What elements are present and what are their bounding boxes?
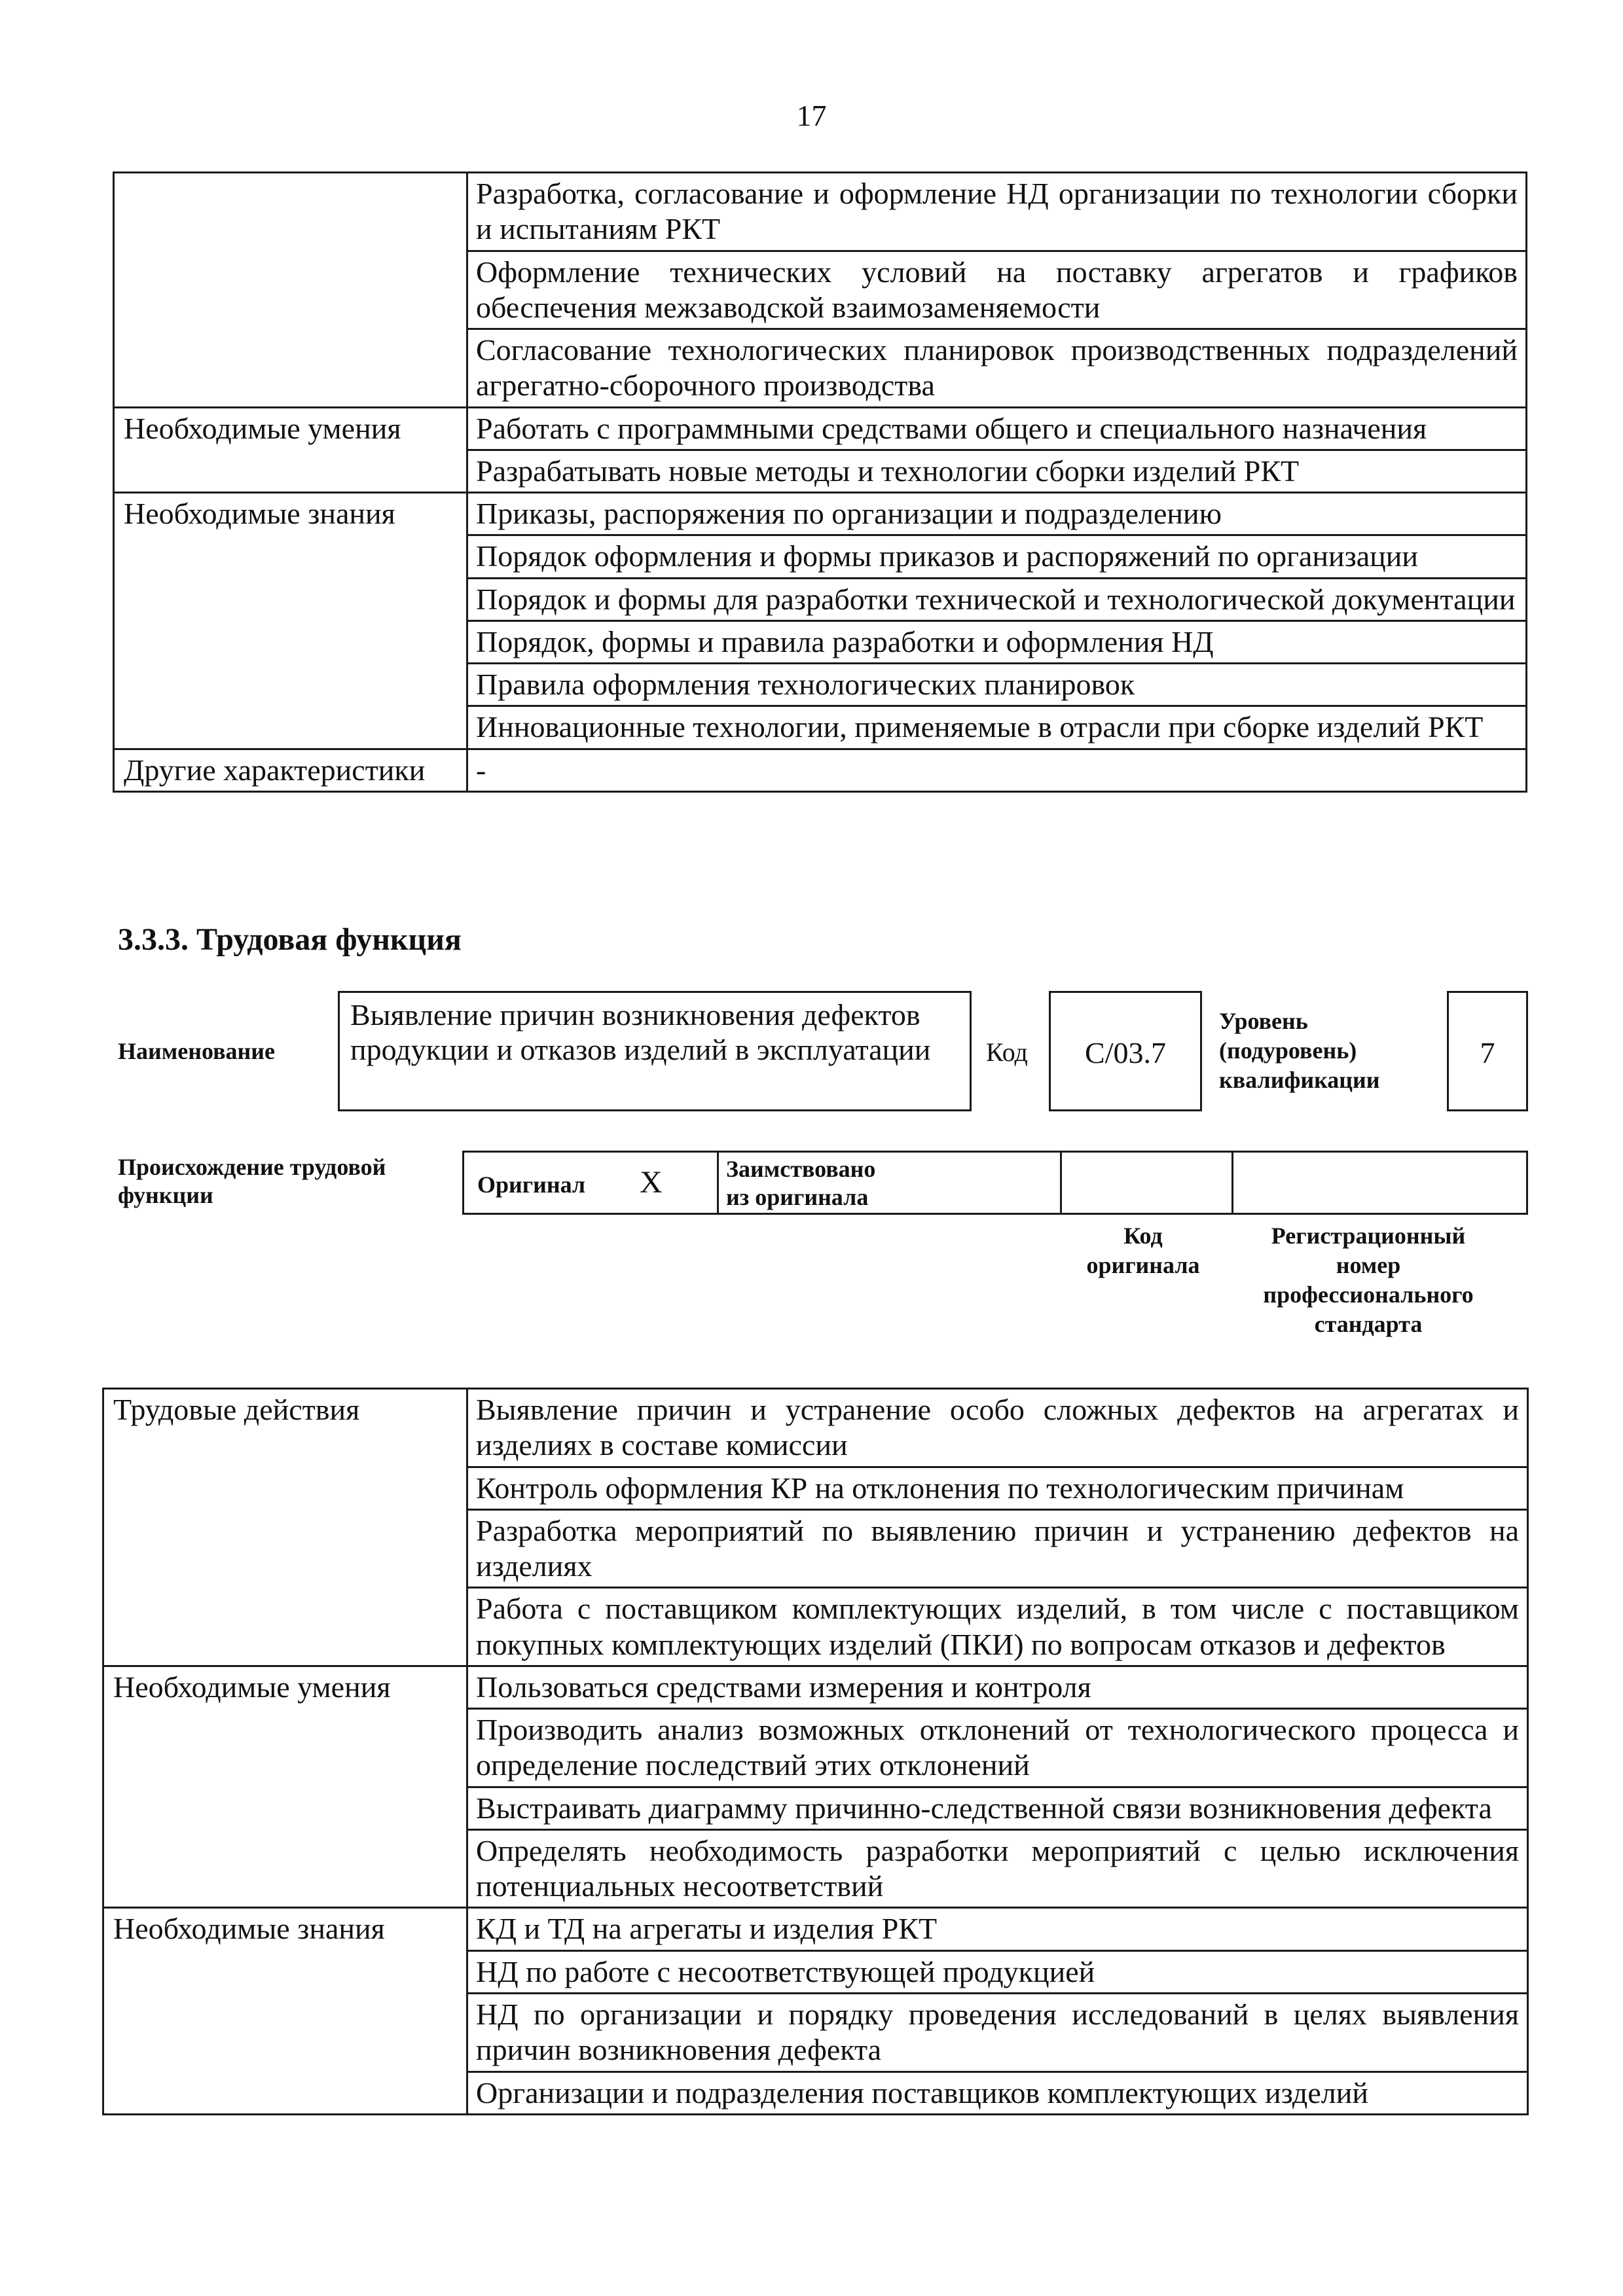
- row-item: Выстраивать диаграмму причинно-следственной связи возникновения дефекта: [467, 1787, 1528, 1829]
- original-label: Оригинал: [477, 1172, 586, 1198]
- name-label: Наименование: [118, 1038, 275, 1064]
- row-item: Порядок оформления и формы приказов и распоряжений по организации: [467, 535, 1527, 578]
- table-row: [103, 1908, 1528, 1950]
- row-label: Трудовые действия: [103, 1389, 467, 1666]
- row-item: Выявление причин и устранение особо сложных дефектов на агрегатах и изделиях в составе комиссии: [467, 1389, 1528, 1467]
- row-item: Разработка мероприятий по выявлению причин и устранению дефектов на изделиях: [467, 1509, 1528, 1588]
- function-name-box: [338, 991, 972, 1111]
- row-item: Работать с программными средствами общего и специального назначения: [467, 407, 1527, 450]
- row-item: НД по работе с несоответствующей продукцией: [467, 1950, 1528, 1993]
- borrowed-label: Заимствовано из оригинала: [726, 1156, 876, 1211]
- level-value: 7: [1480, 1036, 1495, 1069]
- row-label: Необходимые знания: [103, 1908, 467, 2114]
- row-label: Необходимые умения: [103, 1666, 467, 1908]
- level-box: [1447, 991, 1528, 1111]
- section-title: 3.3.3. Трудовая функция: [118, 922, 462, 957]
- row-item: Производить анализ возможных отклонений от технологического процесса и определение последствий этих отклонений: [467, 1709, 1528, 1787]
- row-label: [114, 173, 467, 408]
- table-row: [114, 173, 1527, 251]
- divider: [1231, 1153, 1233, 1213]
- row-item: Согласование технологических планировок производственных подразделений агрегатно-сборочного производства: [467, 329, 1527, 408]
- table-row: [103, 1666, 1528, 1708]
- characteristics-table-2: [102, 1388, 1529, 2115]
- row-item: НД по организации и порядку проведения исследований в целях выявления причин возникновения дефекта: [467, 1993, 1528, 2072]
- row-item: Оформление технических условий на поставку агрегатов и графиков обеспечения межзаводской взаимозаменяемости: [467, 251, 1527, 329]
- code-value: C/03.7: [1085, 1036, 1166, 1069]
- row-item: Пользоваться средствами измерения и контроля: [467, 1666, 1528, 1708]
- table-row: [114, 407, 1527, 450]
- row-item: Контроль оформления КР на отклонения по технологическим причинам: [467, 1467, 1528, 1509]
- page-number: 17: [796, 99, 827, 132]
- table-row: [114, 749, 1527, 791]
- code-box: [1049, 991, 1202, 1111]
- reg-number-caption: Регистрационный номер профессионального стандарта: [1263, 1223, 1474, 1337]
- table-row: [114, 493, 1527, 535]
- row-item: Определять необходимость разработки мероприятий с целью исключения потенциальных несоответствий: [467, 1829, 1528, 1908]
- code-original-caption: Код оригинала: [1086, 1223, 1200, 1278]
- row-item: Организации и подразделения поставщиков комплектующих изделий: [467, 2072, 1528, 2114]
- row-item: Разработка, согласование и оформление НД организации по технологии сборки и испытаниям РКТ: [467, 173, 1527, 251]
- code-label: Код: [986, 1037, 1028, 1067]
- row-item: Порядок и формы для разработки технической и технологической документации: [467, 578, 1527, 620]
- row-label: Другие характеристики: [114, 749, 467, 791]
- row-item: Инновационные технологии, применяемые в отрасли при сборке изделий РКТ: [467, 706, 1527, 749]
- original-mark: X: [640, 1165, 663, 1200]
- divider: [1060, 1153, 1062, 1213]
- row-item: -: [467, 749, 1527, 791]
- row-item: Приказы, распоряжения по организации и подразделению: [467, 493, 1527, 535]
- function-name: Выявление причин возникновения дефектов продукции и отказов изделий в эксплуатации: [350, 998, 931, 1066]
- characteristics-table-1: [113, 171, 1527, 793]
- table-row: [103, 1389, 1528, 1467]
- row-item: Разрабатывать новые методы и технологии сборки изделий РКТ: [467, 450, 1527, 492]
- row-item: Порядок, формы и правила разработки и оформления НД: [467, 620, 1527, 663]
- row-item: КД и ТД на агрегаты и изделия РКТ: [467, 1908, 1528, 1950]
- row-item: Работа с поставщиком комплектующих изделий, в том числе с поставщиком покупных комплектующих изделий (ПКИ) по вопросам отказов и дефектов: [467, 1588, 1528, 1666]
- level-label: Уровень (подуровень) квалификации: [1219, 1008, 1380, 1093]
- divider: [717, 1153, 719, 1213]
- origin-label: Происхождение трудовой функции: [118, 1154, 386, 1209]
- row-item: Правила оформления технологических планировок: [467, 664, 1527, 706]
- origin-table: [462, 1151, 1528, 1215]
- row-label: Необходимые знания: [114, 493, 467, 749]
- row-label: Необходимые умения: [114, 407, 467, 493]
